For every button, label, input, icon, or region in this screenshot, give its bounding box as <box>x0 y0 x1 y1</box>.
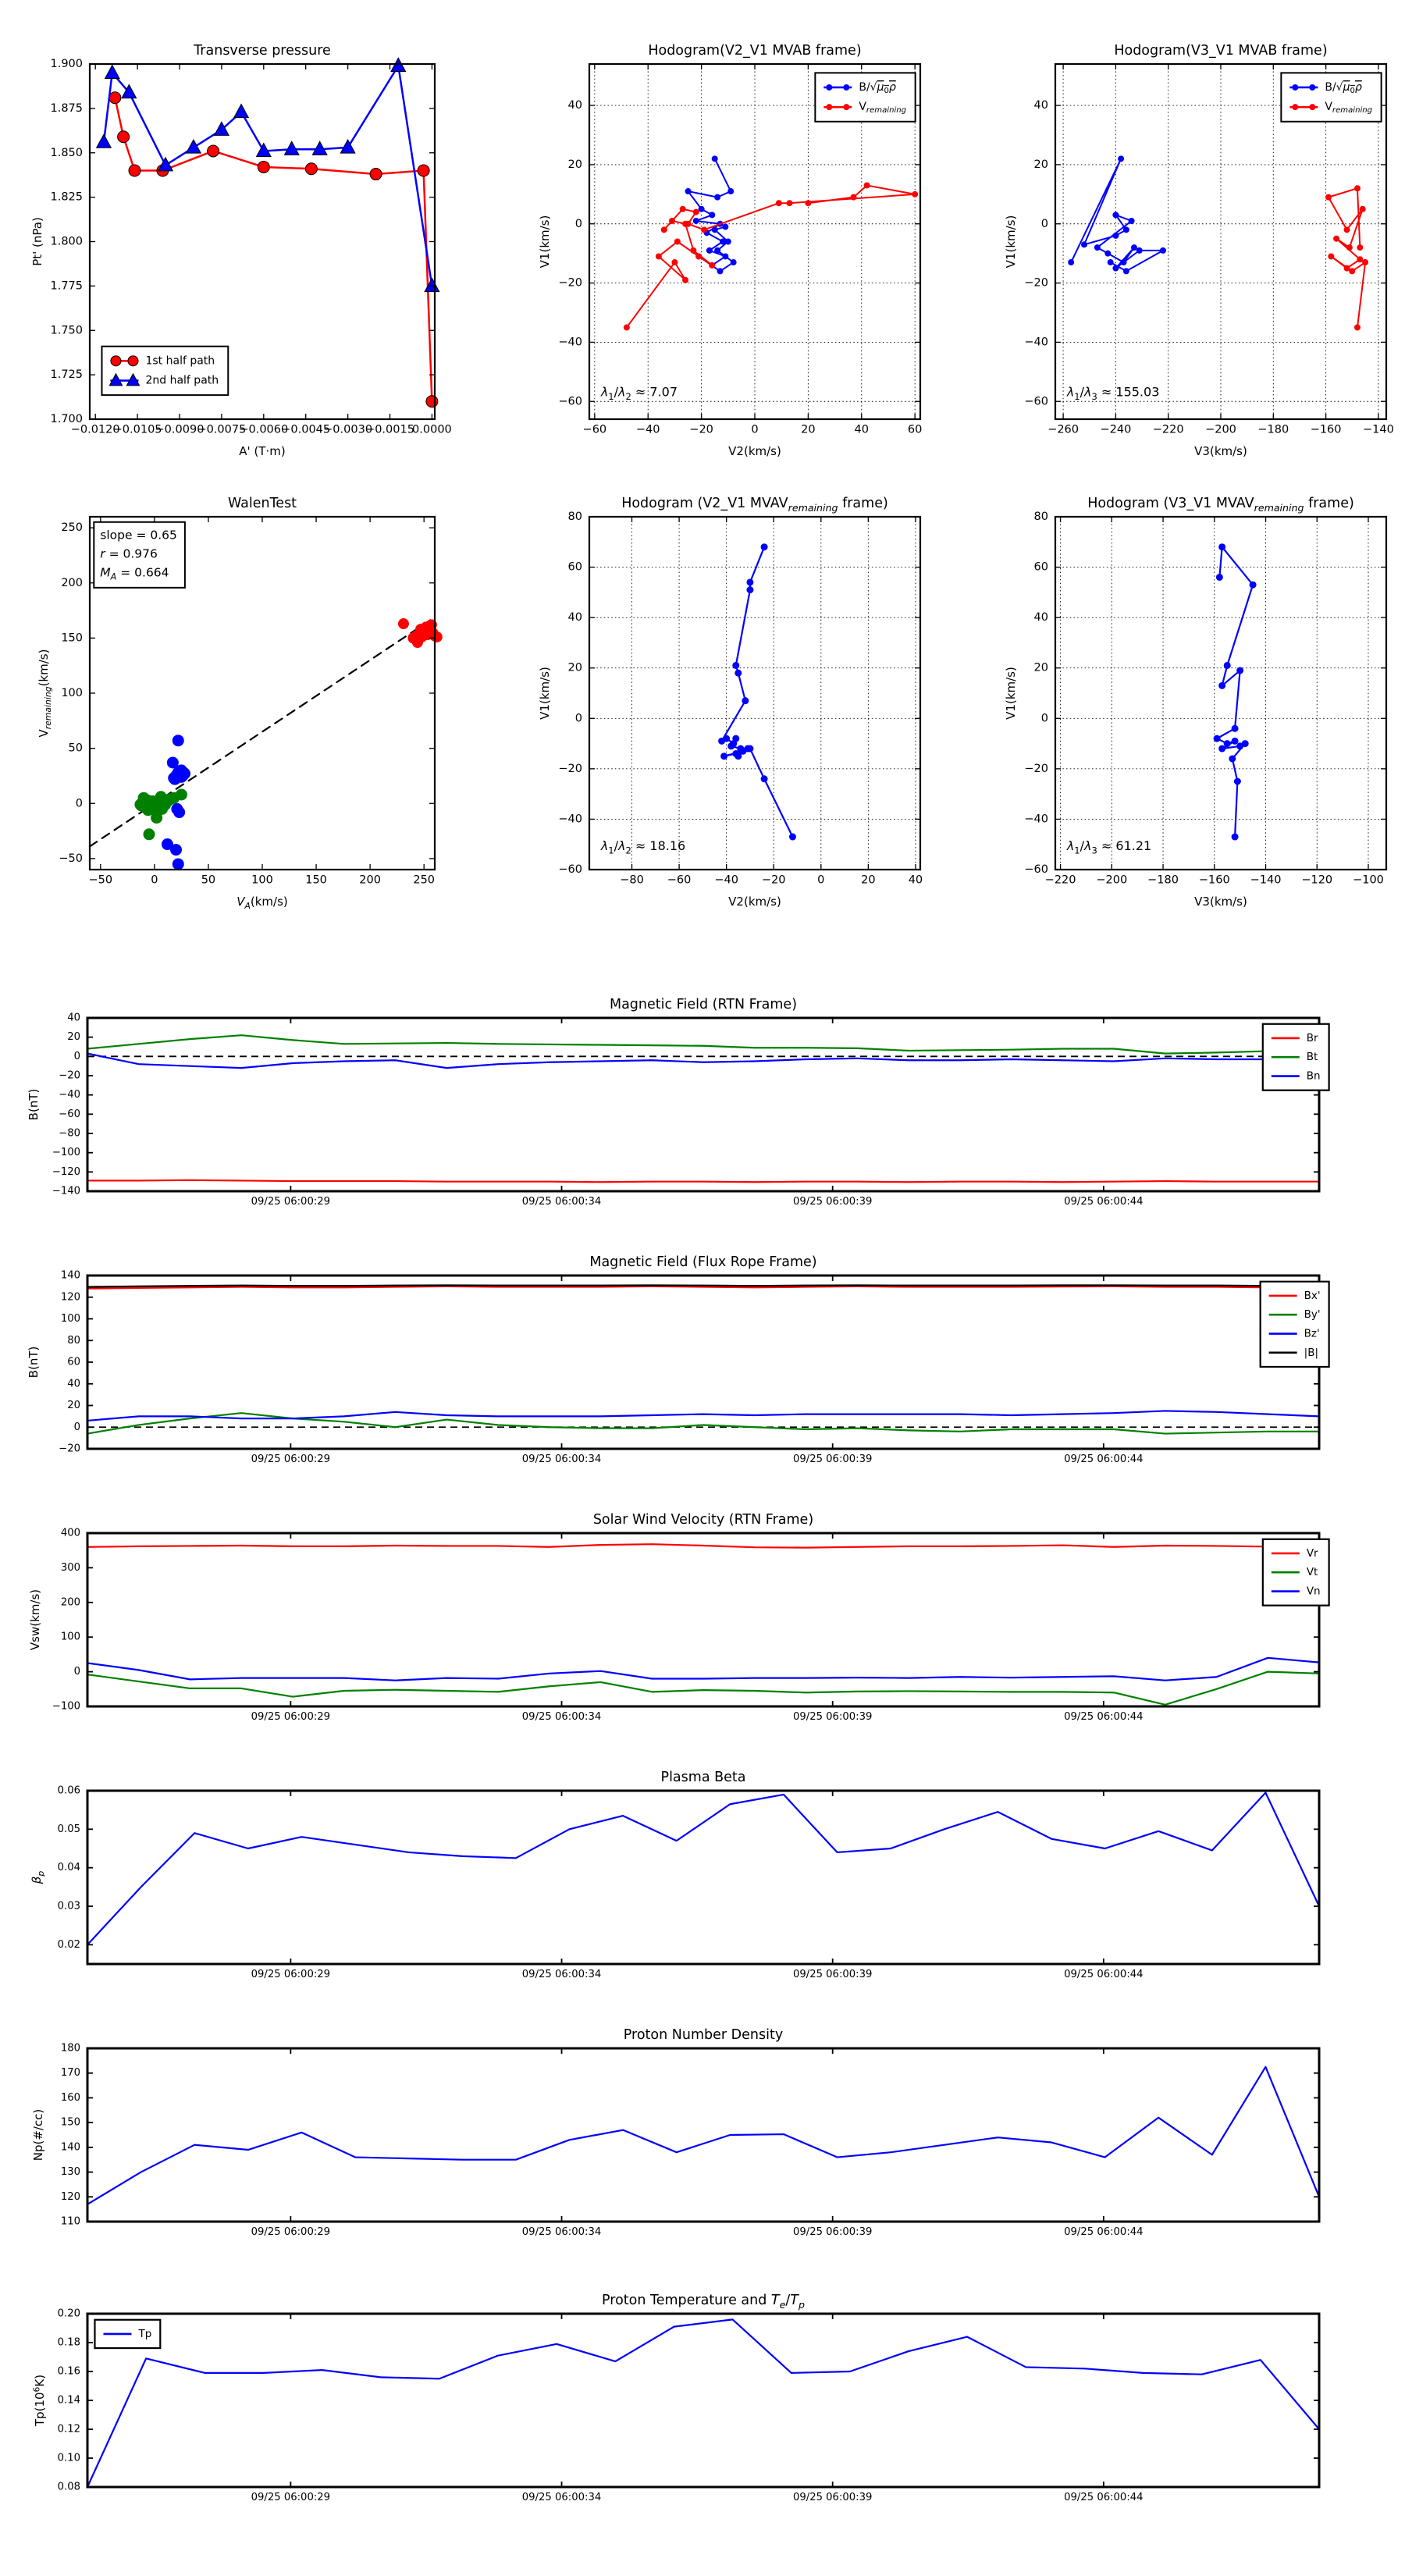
svg-text:200: 200 <box>61 576 83 589</box>
svg-text:−40: −40 <box>714 873 738 887</box>
hodogram-v2v1-mvav-svg <box>538 496 923 909</box>
svg-text:0.18: 0.18 <box>57 2336 80 2349</box>
svg-text:−80: −80 <box>59 1127 80 1140</box>
svg-text:0: 0 <box>574 217 582 230</box>
svg-text:09/25 06:00:44: 09/25 06:00:44 <box>1064 1710 1144 1723</box>
svg-text:|B|: |B| <box>1304 1346 1319 1359</box>
svg-text:09/25 06:00:29: 09/25 06:00:29 <box>251 2226 331 2238</box>
svg-text:50: 50 <box>68 742 83 755</box>
svg-text:09/25 06:00:34: 09/25 06:00:34 <box>521 2491 602 2503</box>
svg-text:0: 0 <box>1040 217 1048 230</box>
svg-text:09/25 06:00:44: 09/25 06:00:44 <box>1064 2226 1144 2238</box>
svg-text:−60: −60 <box>558 863 582 876</box>
svg-text:−20: −20 <box>558 762 582 775</box>
svg-text:40: 40 <box>67 1378 80 1390</box>
svg-text:−0.0105: −0.0105 <box>112 423 162 436</box>
svg-text:150: 150 <box>61 632 83 645</box>
magnetic-field-flux-rope-title: Magnetic Field (Flux Rope Frame) <box>589 1254 817 1270</box>
solar-wind-velocity-title: Solar Wind Velocity (RTN Frame) <box>592 1512 814 1528</box>
hodogram-v3v1-mvab-xlabel: V3(km/s) <box>1194 444 1247 458</box>
svg-text:80: 80 <box>567 511 582 523</box>
magnetic-field-rtn-ylabel: B(nT) <box>27 1088 41 1121</box>
svg-text:−50: −50 <box>59 852 83 865</box>
svg-text:20: 20 <box>1033 158 1048 171</box>
svg-text:200: 200 <box>60 1596 80 1609</box>
proton-temperature-svg <box>31 2293 1319 2503</box>
svg-text:09/25 06:00:39: 09/25 06:00:39 <box>792 2491 873 2503</box>
svg-text:09/25 06:00:44: 09/25 06:00:44 <box>1064 1195 1144 1208</box>
svg-text:−0.0015: −0.0015 <box>365 423 414 436</box>
plasma-beta-axes-box <box>87 1791 1319 1964</box>
svg-text:0: 0 <box>75 797 83 810</box>
svg-text:−20: −20 <box>59 1069 80 1082</box>
svg-text:0.0000: 0.0000 <box>412 423 452 436</box>
svg-text:0.10: 0.10 <box>57 2452 80 2464</box>
svg-text:40: 40 <box>67 1012 80 1024</box>
magnetic-field-flux-rope-plot <box>27 1254 1321 1465</box>
svg-text:100: 100 <box>60 1631 80 1643</box>
hodogram-v3v1-mvav-plot <box>1004 496 1386 909</box>
hodogram-v3v1-mvab-series-v-remaining <box>1325 185 1368 330</box>
hodogram-v2v1-mvab-plot <box>538 43 923 458</box>
hodogram-v3v1-mvab-svg <box>1004 43 1394 458</box>
svg-text:2nd half path: 2nd half path <box>145 374 219 387</box>
svg-text:0: 0 <box>574 712 582 725</box>
transverse-pressure-series-second-half-path <box>97 58 439 291</box>
hodogram-v2v1-mvab-series-v-remaining <box>624 182 918 330</box>
svg-text:1.850: 1.850 <box>50 146 83 159</box>
svg-text:Bn: Bn <box>1306 1069 1321 1083</box>
svg-text:−40: −40 <box>1024 813 1048 826</box>
svg-text:1.725: 1.725 <box>50 368 83 382</box>
transverse-pressure-title: Transverse pressure <box>194 43 331 59</box>
svg-text:Tp: Tp <box>138 2327 152 2340</box>
svg-text:20: 20 <box>801 423 816 436</box>
hodogram-v3v1-mvav-series-b-trace <box>1214 543 1257 840</box>
svg-text:09/25 06:00:44: 09/25 06:00:44 <box>1064 2491 1144 2503</box>
svg-text:20: 20 <box>67 1031 80 1044</box>
proton-temperature-legend <box>94 2320 160 2348</box>
walen-test-series-walen-fit-line <box>90 617 435 847</box>
hodogram-v2v1-mvav-xlabel: V2(km/s) <box>728 895 781 909</box>
hodogram-v3v1-mvab-title: Hodogram(V3_V1 MVAB frame) <box>1114 43 1328 59</box>
svg-text:−20: −20 <box>558 276 582 290</box>
svg-text:1st half path: 1st half path <box>145 354 215 368</box>
svg-text:09/25 06:00:44: 09/25 06:00:44 <box>1064 1968 1144 1980</box>
svg-text:09/25 06:00:29: 09/25 06:00:29 <box>251 1968 331 1980</box>
proton-temperature-ylabel: $Tp(10^6K)$ <box>31 2374 47 2427</box>
svg-text:80: 80 <box>67 1334 80 1347</box>
svg-text:Vn: Vn <box>1306 1585 1321 1598</box>
svg-text:110: 110 <box>60 2215 80 2228</box>
walen-test-svg <box>37 496 436 912</box>
hodogram-v2v1-mvab-annotation-0: $\lambda_1/\lambda_2 \approx 7.07$ <box>600 384 678 402</box>
svg-text:−0.0075: −0.0075 <box>197 423 247 436</box>
solar-wind-velocity-series-Vt <box>87 1672 1319 1705</box>
svg-text:−0.0030: −0.0030 <box>323 423 373 436</box>
hodogram-v2v1-mvab-xlabel: V2(km/s) <box>728 444 781 458</box>
svg-text:1.800: 1.800 <box>50 235 83 248</box>
svg-text:0.20: 0.20 <box>57 2307 80 2320</box>
svg-text:09/25 06:00:29: 09/25 06:00:29 <box>251 2491 331 2503</box>
plasma-beta-title: Plasma Beta <box>660 1770 746 1785</box>
svg-text:MA = 0.664: $M_A = 0.664$ <box>100 565 169 582</box>
proton-number-density-ylabel: Np(#/cc) <box>31 2108 45 2161</box>
hodogram-v3v1-mvav-title: Hodogram (V3_V1 $MVAV_{remaining}$ frame) <box>1087 496 1354 514</box>
svg-text:20: 20 <box>567 158 582 171</box>
svg-text:−0.0045: −0.0045 <box>281 423 331 436</box>
magnetic-field-flux-rope-series-By-prime <box>87 1413 1319 1433</box>
hodogram-v2v1-mvav-series-b-trace <box>718 543 796 840</box>
svg-text:1.900: 1.900 <box>50 58 83 70</box>
solar-wind-velocity-plot <box>28 1512 1321 1723</box>
magnetic-field-rtn-ticks <box>52 1012 1319 1208</box>
svg-text:B/√μ0ρ: $B/√\mu_0\rho$ <box>1325 80 1362 95</box>
walen-test-series-cluster-red <box>398 618 443 648</box>
svg-text:100: 100 <box>251 873 273 887</box>
svg-text:300: 300 <box>60 1561 80 1574</box>
svg-text:Vt: Vt <box>1306 1566 1318 1579</box>
solar-wind-velocity-axes-box <box>87 1533 1319 1706</box>
proton-number-density-ticks <box>61 2043 1319 2238</box>
hodogram-v3v1-mvav-svg <box>1004 496 1386 909</box>
svg-text:180: 180 <box>60 2042 80 2055</box>
magnetic-field-rtn-legend <box>1263 1024 1329 1091</box>
svg-text:09/25 06:00:34: 09/25 06:00:34 <box>521 1453 602 1465</box>
svg-text:0.12: 0.12 <box>57 2423 80 2435</box>
svg-text:0.04: 0.04 <box>57 1862 80 1874</box>
proton-temperature-plot <box>31 2293 1319 2503</box>
magnetic-field-rtn-series-Br <box>87 1180 1319 1182</box>
svg-text:1.875: 1.875 <box>50 101 83 115</box>
svg-text:40: 40 <box>567 611 582 624</box>
svg-text:40: 40 <box>854 423 870 436</box>
magnetic-field-flux-rope-axes-box <box>87 1276 1319 1449</box>
svg-text:20: 20 <box>861 873 876 887</box>
svg-text:250: 250 <box>61 521 83 535</box>
svg-text:−60: −60 <box>667 873 692 887</box>
walen-test-stats-box <box>94 522 185 588</box>
svg-text:B/√μ0ρ: $B/√\mu_0\rho$ <box>859 80 896 95</box>
svg-text:Bt: Bt <box>1306 1051 1318 1064</box>
svg-text:−160: −160 <box>1198 873 1230 887</box>
svg-text:Bx': Bx' <box>1304 1289 1321 1302</box>
walen-test-plot <box>37 496 436 912</box>
svg-text:0.16: 0.16 <box>57 2365 80 2378</box>
svg-text:40: 40 <box>1033 99 1048 112</box>
magnetic-field-rtn-plot <box>27 997 1321 1208</box>
svg-text:09/25 06:00:39: 09/25 06:00:39 <box>792 1195 873 1208</box>
svg-text:−20: −20 <box>761 873 786 887</box>
proton-number-density-series-Np <box>87 2067 1319 2204</box>
magnetic-field-flux-rope-ticks <box>59 1270 1319 1465</box>
magnetic-field-rtn-title: Magnetic Field (RTN Frame) <box>609 997 798 1012</box>
hodogram-v3v1-mvav-xlabel: V3(km/s) <box>1194 895 1247 909</box>
svg-text:0: 0 <box>73 1050 80 1062</box>
svg-text:−240: −240 <box>1100 423 1132 436</box>
hodogram-v3v1-mvav-ylabel: V1(km/s) <box>1004 667 1018 720</box>
svg-text:40: 40 <box>1033 611 1048 624</box>
proton-number-density-svg <box>31 2027 1319 2238</box>
svg-text:−60: −60 <box>59 1108 80 1120</box>
svg-text:−60: −60 <box>1024 863 1048 876</box>
walen-test-xlabel: $V_A(km/s)$ <box>237 895 288 912</box>
hodogram-v3v1-mvab-series-b-over-sqrt-mu0rho <box>1068 155 1166 274</box>
svg-text:slope = 0.65: slope = 0.65 <box>100 528 177 543</box>
svg-text:40: 40 <box>908 873 923 887</box>
svg-text:0: 0 <box>151 873 158 887</box>
svg-text:09/25 06:00:29: 09/25 06:00:29 <box>251 1195 331 1208</box>
solar-wind-velocity-ticks <box>52 1528 1319 1723</box>
svg-text:09/25 06:00:39: 09/25 06:00:39 <box>792 1710 873 1723</box>
magnetic-field-rtn-series-Bt <box>87 1035 1319 1053</box>
svg-text:60: 60 <box>67 1356 80 1368</box>
svg-text:Vremaining: $V_{remaining}$ <box>1325 101 1373 115</box>
svg-text:09/25 06:00:39: 09/25 06:00:39 <box>792 1968 873 1980</box>
svg-text:09/25 06:00:34: 09/25 06:00:34 <box>521 1195 602 1208</box>
solar-wind-velocity-ylabel: Vsw(km/s) <box>28 1589 42 1651</box>
magnetic-field-rtn-axes-box <box>87 1018 1319 1191</box>
walen-test-title: WalenTest <box>227 496 297 511</box>
svg-text:−0.0090: −0.0090 <box>155 423 205 436</box>
proton-temperature-ticks <box>58 2308 1319 2503</box>
svg-text:100: 100 <box>61 687 83 699</box>
proton-number-density-plot <box>31 2027 1319 2238</box>
hodogram-v3v1-mvab-plot <box>1004 43 1394 458</box>
hodogram-v2v1-mvav-ylabel: V1(km/s) <box>538 667 552 720</box>
svg-text:−200: −200 <box>1205 423 1236 436</box>
svg-text:40: 40 <box>567 99 582 112</box>
svg-text:20: 20 <box>1033 661 1048 674</box>
svg-text:0.06: 0.06 <box>57 1784 80 1797</box>
svg-text:−100: −100 <box>52 1700 80 1713</box>
svg-text:0: 0 <box>751 423 759 436</box>
proton-temperature-series-Tp <box>87 2319 1319 2487</box>
svg-text:09/25 06:00:44: 09/25 06:00:44 <box>1064 1453 1144 1465</box>
svg-text:100: 100 <box>60 1313 80 1325</box>
plasma-beta-plot <box>30 1770 1319 1980</box>
svg-text:200: 200 <box>359 873 381 887</box>
svg-text:−180: −180 <box>1147 873 1179 887</box>
svg-text:−40: −40 <box>558 813 582 826</box>
svg-text:120: 120 <box>60 1291 80 1304</box>
svg-text:−180: −180 <box>1257 423 1289 436</box>
svg-text:−60: −60 <box>1024 395 1048 408</box>
svg-text:Vremaining: $V_{remaining}$ <box>859 101 907 115</box>
svg-text:−0.0060: −0.0060 <box>239 423 289 436</box>
svg-text:130: 130 <box>60 2166 80 2179</box>
svg-text:r = 0.976: r = 0.976 <box>100 546 158 561</box>
magnetic-field-rtn-svg <box>27 997 1321 1208</box>
svg-text:120: 120 <box>60 2190 80 2203</box>
svg-text:400: 400 <box>60 1527 80 1539</box>
svg-text:160: 160 <box>60 2091 80 2104</box>
magnetic-field-rtn-series-Bn <box>87 1054 1319 1069</box>
svg-text:−140: −140 <box>1362 423 1394 436</box>
svg-text:−60: −60 <box>582 423 607 436</box>
solar-wind-velocity-series-Vr <box>87 1543 1319 1548</box>
svg-text:0: 0 <box>817 873 825 887</box>
svg-text:−60: −60 <box>558 395 582 408</box>
svg-text:−100: −100 <box>52 1147 80 1159</box>
svg-text:0: 0 <box>1040 712 1048 725</box>
svg-text:−40: −40 <box>558 336 582 349</box>
svg-text:150: 150 <box>60 2116 80 2129</box>
svg-text:−140: −140 <box>1250 873 1282 887</box>
magnetic-field-flux-rope-ylabel: B(nT) <box>27 1346 41 1379</box>
svg-text:80: 80 <box>1033 511 1048 523</box>
hodogram-v3v1-mvab-annotation-0: $\lambda_1/\lambda_3 \approx 155.03$ <box>1066 384 1160 402</box>
magnetic-field-flux-rope-svg <box>27 1254 1321 1465</box>
svg-text:60: 60 <box>907 423 923 436</box>
svg-text:−20: −20 <box>689 423 713 436</box>
svg-text:09/25 06:00:34: 09/25 06:00:34 <box>521 1710 602 1723</box>
hodogram-v2v1-mvav-plot <box>538 496 923 909</box>
svg-text:−20: −20 <box>1024 762 1048 775</box>
svg-text:−200: −200 <box>1096 873 1128 887</box>
svg-text:−220: −220 <box>1152 423 1184 436</box>
svg-text:20: 20 <box>567 661 582 674</box>
svg-text:−160: −160 <box>1310 423 1342 436</box>
solar-wind-velocity-svg <box>28 1512 1321 1723</box>
svg-text:−220: −220 <box>1044 873 1076 887</box>
plasma-beta-ticks <box>58 1785 1319 1980</box>
svg-text:−40: −40 <box>1024 336 1048 349</box>
svg-text:140: 140 <box>60 2141 80 2154</box>
hodogram-v2v1-mvab-ylabel: V1(km/s) <box>538 215 552 269</box>
svg-text:−80: −80 <box>620 873 644 887</box>
proton-number-density-title: Proton Number Density <box>623 2027 784 2043</box>
hodogram-v3v1-mvav-ticks <box>1024 511 1386 887</box>
walen-test-ylabel: $V_{remaining}(km/s)$ <box>37 649 54 738</box>
svg-text:60: 60 <box>1033 560 1048 574</box>
svg-text:09/25 06:00:39: 09/25 06:00:39 <box>792 2226 873 2238</box>
svg-text:0.08: 0.08 <box>57 2481 80 2493</box>
svg-text:Br: Br <box>1306 1031 1318 1044</box>
plasma-beta-series-beta-p <box>87 1792 1319 1944</box>
svg-text:−140: −140 <box>52 1185 80 1197</box>
hodogram-v2v1-mvab-legend <box>815 73 915 121</box>
svg-text:−120: −120 <box>1301 873 1333 887</box>
proton-temperature-axes-box <box>87 2314 1319 2487</box>
svg-text:0: 0 <box>73 1421 80 1433</box>
svg-text:09/25 06:00:34: 09/25 06:00:34 <box>521 1968 602 1980</box>
svg-text:0.03: 0.03 <box>57 1900 80 1912</box>
solar-wind-velocity-series-Vn <box>87 1658 1319 1681</box>
svg-text:−100: −100 <box>1353 873 1384 887</box>
transverse-pressure-ylabel: Pt' (nPa) <box>30 217 44 266</box>
svg-text:1.700: 1.700 <box>50 413 83 425</box>
proton-temperature-title: Proton Temperature and $T_e/T_p$ <box>602 2293 805 2311</box>
hodogram-v3v1-mvav-annotation-0: $\lambda_1/\lambda_3 \approx 61.21$ <box>1066 838 1152 856</box>
svg-text:−40: −40 <box>59 1089 80 1101</box>
svg-text:0.14: 0.14 <box>57 2394 80 2407</box>
svg-text:60: 60 <box>567 560 582 574</box>
svg-text:150: 150 <box>305 873 327 887</box>
hodogram-v3v1-mvab-legend <box>1281 73 1381 121</box>
svg-text:20: 20 <box>67 1400 80 1411</box>
hodogram-v2v1-mvab-svg <box>538 43 923 458</box>
svg-text:170: 170 <box>60 2067 80 2080</box>
magnetic-field-flux-rope-series-Bx-prime <box>87 1286 1319 1289</box>
transverse-pressure-plot <box>30 43 452 458</box>
hodogram-v2v1-mvav-annotation-0: $\lambda_1/\lambda_2 \approx 18.16$ <box>600 838 686 856</box>
svg-text:−40: −40 <box>635 423 660 436</box>
svg-text:09/25 06:00:39: 09/25 06:00:39 <box>792 1453 873 1465</box>
svg-text:140: 140 <box>60 1269 80 1282</box>
svg-text:Bz': Bz' <box>1304 1327 1320 1340</box>
svg-text:Vr: Vr <box>1306 1546 1318 1560</box>
svg-text:−260: −260 <box>1048 423 1080 436</box>
magnetic-field-flux-rope-legend <box>1261 1282 1329 1367</box>
svg-text:09/25 06:00:29: 09/25 06:00:29 <box>251 1453 331 1465</box>
hodogram-v3v1-mvab-ylabel: V1(km/s) <box>1004 215 1018 269</box>
svg-text:0.05: 0.05 <box>57 1823 80 1835</box>
svg-text:250: 250 <box>413 873 436 887</box>
hodogram-v2v1-mvab-series-b-over-sqrt-mu0rho <box>685 155 737 274</box>
svg-text:09/25 06:00:34: 09/25 06:00:34 <box>521 2226 602 2238</box>
svg-text:1.825: 1.825 <box>50 190 83 204</box>
solar-wind-velocity-legend <box>1263 1539 1329 1606</box>
svg-text:0: 0 <box>73 1666 80 1678</box>
svg-text:−0.0120: −0.0120 <box>70 423 120 436</box>
svg-text:1.775: 1.775 <box>50 279 83 293</box>
transverse-pressure-svg <box>30 43 452 458</box>
transverse-pressure-xlabel: A' (T·m) <box>239 444 286 458</box>
svg-text:0.02: 0.02 <box>57 1938 80 1951</box>
svg-text:50: 50 <box>201 873 216 887</box>
transverse-pressure-legend <box>101 347 228 395</box>
svg-text:−50: −50 <box>88 873 113 887</box>
svg-text:−120: −120 <box>52 1165 80 1178</box>
svg-text:−20: −20 <box>1024 276 1048 290</box>
svg-text:By': By' <box>1304 1308 1321 1322</box>
hodogram-v2v1-mvab-title: Hodogram(V2_V1 MVAB frame) <box>648 43 862 59</box>
hodogram-v2v1-mvav-title: Hodogram (V2_V1 $MVAV_{remaining}$ frame) <box>621 496 888 514</box>
plasma-beta-ylabel: $\beta_p$ <box>30 1870 47 1884</box>
svg-text:09/25 06:00:29: 09/25 06:00:29 <box>251 1710 331 1723</box>
svg-text:1.750: 1.750 <box>50 324 83 337</box>
svg-text:−20: −20 <box>59 1443 80 1455</box>
